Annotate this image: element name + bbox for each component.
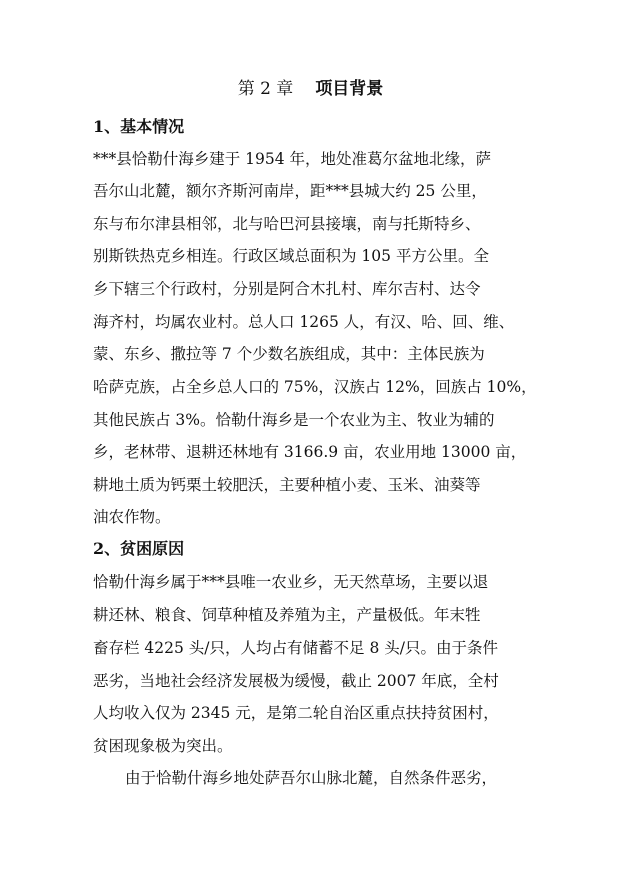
paragraph-line-indented: 由于恰勒什海乡地处萨吾尔山脉北麓，自然条件恶劣， [125, 769, 498, 787]
paragraph-line: 乡，老林带、退耕还林地有 3166.9 亩，农业用地 13000 亩， [93, 443, 527, 461]
paragraph-line: 哈萨克族，占全乡总人口的 75%，汉族占 12%，回族占 10%， [93, 378, 537, 396]
paragraph-line: 耕还林、粮食、饲草种植及养殖为主，产量极低。年末牲 [93, 606, 481, 624]
paragraph-line: 耕地土质为钙栗土较肥沃，主要种植小麦、玉米、油葵等 [93, 476, 481, 494]
paragraph-line: 贫困现象极为突出。 [93, 737, 233, 755]
chapter-title [0, 78, 621, 100]
paragraph-line: 人均收入仅为 2345 元，是第二轮自治区重点扶持贫困村， [93, 704, 499, 722]
paragraph-line: 海齐村，均属农业村。总人口 1265 人，有汉、哈、回、维、 [93, 313, 515, 331]
paragraph-line: 恰勒什海乡属于***县唯一农业乡，无天然草场，主要以退 [93, 573, 489, 591]
paragraph-line: 别斯铁热克乡相连。行政区域总面积为 105 平方公里。全 [93, 247, 489, 265]
paragraph-line: 油农作物。 [93, 508, 171, 526]
section-heading-poverty-causes: 2、贫困原因 [93, 539, 185, 558]
paragraph-line: 东与布尔津县相邻，北与哈巴河县接壤，南与托斯特乡、 [93, 215, 481, 233]
chapter-name: 项目背景 [315, 79, 384, 99]
paragraph-line: 吾尔山北麓，额尔齐斯河南岸，距***县城大约 25 公里， [93, 182, 487, 200]
paragraph-line: ***县恰勒什海乡建于 1954 年，地处准葛尔盆地北缘，萨 [93, 150, 492, 168]
section-heading-basic-info: 1、基本情况 [93, 117, 185, 136]
paragraph-line: 其他民族占 3%。恰勒什海乡是一个农业为主、牧业为辅的 [93, 411, 495, 429]
paragraph-line: 乡下辖三个行政村，分别是阿合木扎村、库尔吉村、达令 [93, 280, 481, 298]
paragraph-line: 蒙、东乡、撒拉等 7 个少数名族组成，其中：主体民族为 [93, 345, 485, 363]
paragraph-line: 畜存栏 4225 头/只，人均占有储蓄不足 8 头/只。由于条件 [93, 639, 498, 657]
paragraph-line: 恶劣，当地社会经济发展极为缓慢，截止 2007 年底，全村 [93, 672, 499, 690]
chapter-number: 第 2 章 [237, 79, 294, 99]
